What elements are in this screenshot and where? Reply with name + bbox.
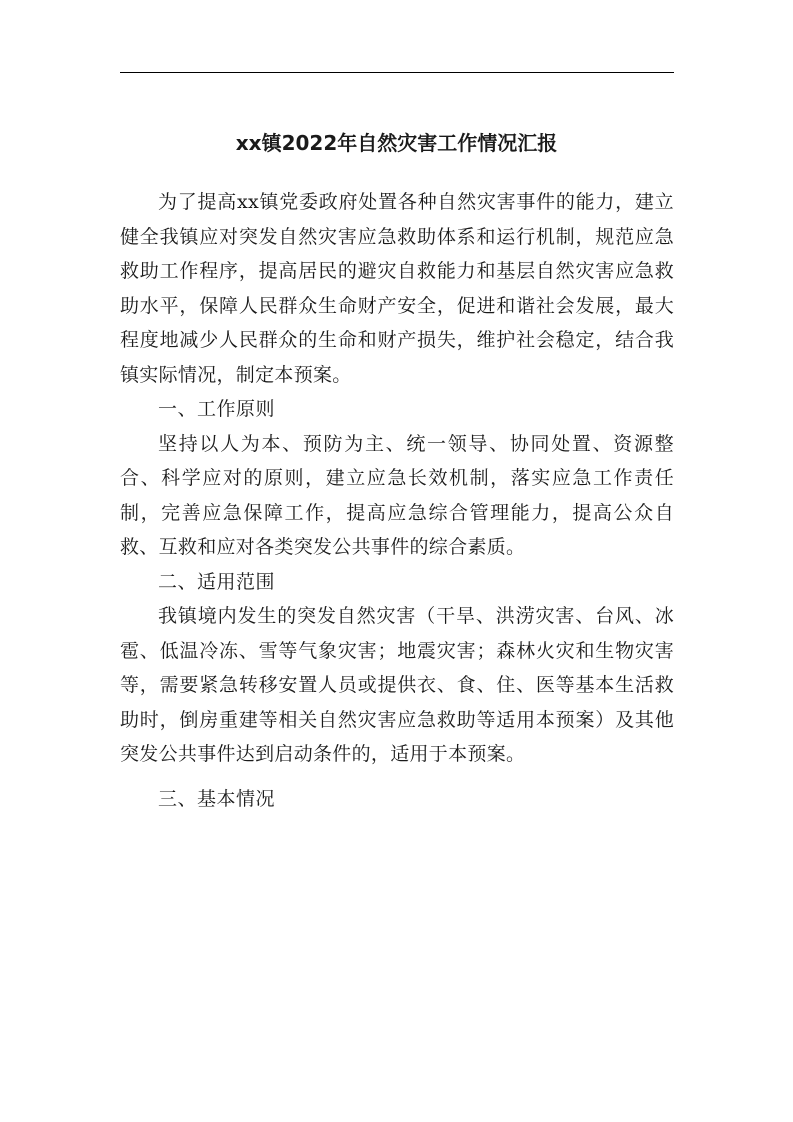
intro-paragraph: 为了提高xx镇党委政府处置各种自然灾害事件的能力，建立健全我镇应对突发自然灾害应急救助体系和运行机制，规范应急救助工作程序，提高居民的避灾自救能力和基层自然灾害应急救助水平，保障人民群众生命财产安全，促进和谐社会发展，最大程度地减少人民群众的生命和财产损失，维护社会稳定，结合我镇实际情况，制定本预案。 <box>120 191 674 386</box>
header-rule <box>120 72 674 73</box>
scope-paragraph: 我镇境内发生的突发自然灾害（干旱、洪涝灾害、台风、冰雹、低温冷冻、雪等气象灾害；地震灾害；森林火灾和生物灾害等，需要紧急转移安置人员或提供衣、食、住、医等基本生活救助时，倒房重建等相关自然灾害应急救助等适用本预案）及其他突发公共事件达到启动条件的，适用于本预案。 <box>120 605 674 765</box>
section-heading-scope: 二、适用范围 <box>158 570 276 593</box>
document-title: xx镇2022年自然灾害工作情况汇报 <box>235 131 558 155</box>
section-heading-basic-situation: 三、基本情况 <box>158 787 276 810</box>
section-heading-principles: 一、工作原则 <box>158 398 276 420</box>
principles-paragraph: 坚持以人为本、预防为主、统一领导、协同处置、资源整合、科学应对的原则，建立应急长效机制，落实应急工作责任制，完善应急保障工作，提高应急综合管理能力，提高公众自救、互救和应对各类突发公共事件的综合素质。 <box>120 432 674 558</box>
document-body <box>120 185 674 816</box>
